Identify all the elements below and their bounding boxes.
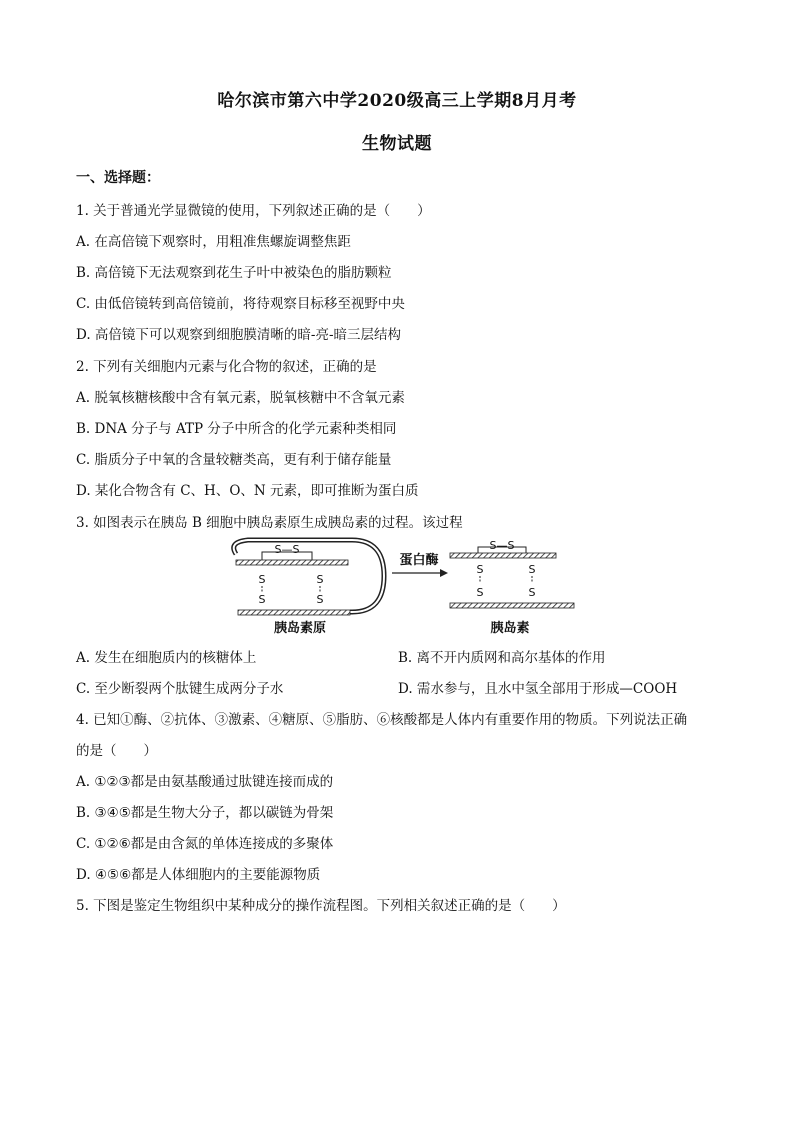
proinsulin-label: 胰岛素原	[273, 621, 327, 636]
question-2-option-b: B. DNA 分子与 ATP 分子中所含的化学元素种类相同	[76, 421, 397, 437]
question-4-option-d: D. ④⑤⑥都是人体细胞内的主要能源物质	[76, 867, 321, 883]
question-1-option-c: C. 由低倍镜转到高倍镜前，将待观察目标移至视野中央	[76, 296, 405, 312]
svg-text:S: S	[528, 586, 536, 599]
question-4-option-b: B. ③④⑤都是生物大分子，都以碳链为骨架	[76, 805, 334, 821]
question-2-option-a: A. 脱氧核糖核酸中含有氧元素，脱氧核糖中不含氧元素	[76, 390, 405, 406]
process-arrow	[392, 552, 448, 577]
question-1-option-b: B. 高倍镜下无法观察到花生子叶中被染色的脂肪颗粒	[76, 265, 392, 281]
svg-text:S: S	[258, 573, 266, 586]
question-2-option-d: D. 某化合物含有 C、H、O、N 元素，即可推断为蛋白质	[76, 483, 419, 499]
b-chain-insulin	[450, 603, 574, 608]
question-2-stem: 2. 下列有关细胞内元素与化合物的叙述，正确的是	[76, 359, 377, 375]
question-2-option-c: C. 脂质分子中氧的含量较糖类高，更有利于储存能量	[76, 452, 392, 468]
insulin-label: 胰岛素	[490, 621, 530, 636]
question-5-stem: 5. 下图是鉴定生物组织中某种成分的操作流程图。下列相关叙述正确的是（ ）	[76, 898, 566, 914]
exam-title: 哈尔滨市第六中学2020级高三上学期8月月考	[217, 91, 577, 111]
question-4-stem-continued: 的是（ ）	[76, 743, 157, 759]
c-peptide-loop	[234, 540, 384, 612]
question-4-option-c: C. ①②⑥都是由含氮的单体连接成的多聚体	[76, 836, 334, 852]
b-chain	[238, 610, 350, 615]
question-3-option-c: C. 至少断裂两个肽键生成两分子水	[76, 681, 284, 697]
disulfide-bond-label: S—S	[274, 543, 300, 556]
question-1-option-a: A. 在高倍镜下观察时，用粗准焦螺旋调整焦距	[76, 234, 351, 250]
exam-subtitle: 生物试题	[362, 134, 432, 154]
insulin-diagram	[222, 536, 582, 638]
svg-text:S: S	[316, 573, 324, 586]
proinsulin-structure	[234, 540, 384, 615]
question-3-option-a: A. 发生在细胞质内的核糖体上	[76, 650, 257, 666]
svg-text:S: S	[316, 593, 324, 606]
question-4-option-a: A. ①②③都是由氨基酸通过肽键连接而成的	[76, 774, 334, 790]
question-3-option-b: B. 离不开内质网和高尔基体的作用	[398, 650, 606, 666]
svg-text:S: S	[528, 563, 536, 576]
insulin-structure	[450, 539, 574, 608]
question-1-stem: 1. 关于普通光学显微镜的使用，下列叙述正确的是（ ）	[76, 203, 431, 219]
section-heading: 一、选择题：	[76, 170, 160, 186]
question-4-stem: 4. 已知①酶、②抗体、③激素、④糖原、⑤脂肪、⑥核酸都是人体内有重要作用的物质。下列说法正确	[76, 712, 688, 728]
svg-text:S—S: S—S	[489, 539, 515, 552]
svg-text:S: S	[476, 563, 484, 576]
a-chain-insulin	[450, 553, 556, 558]
question-3-stem: 3. 如图表示在胰岛 B 细胞中胰岛素原生成胰岛素的过程。该过程	[76, 515, 463, 531]
question-1-option-d: D. 高倍镜下可以观察到细胞膜清晰的暗-亮-暗三层结构	[76, 327, 402, 343]
svg-text:S: S	[476, 586, 484, 599]
a-chain	[236, 560, 348, 565]
question-3-option-d: D. 需水参与，且水中氢全部用于形成—COOH	[398, 681, 678, 697]
svg-text:S: S	[258, 593, 266, 606]
protease-label: 蛋白酶	[399, 553, 439, 568]
